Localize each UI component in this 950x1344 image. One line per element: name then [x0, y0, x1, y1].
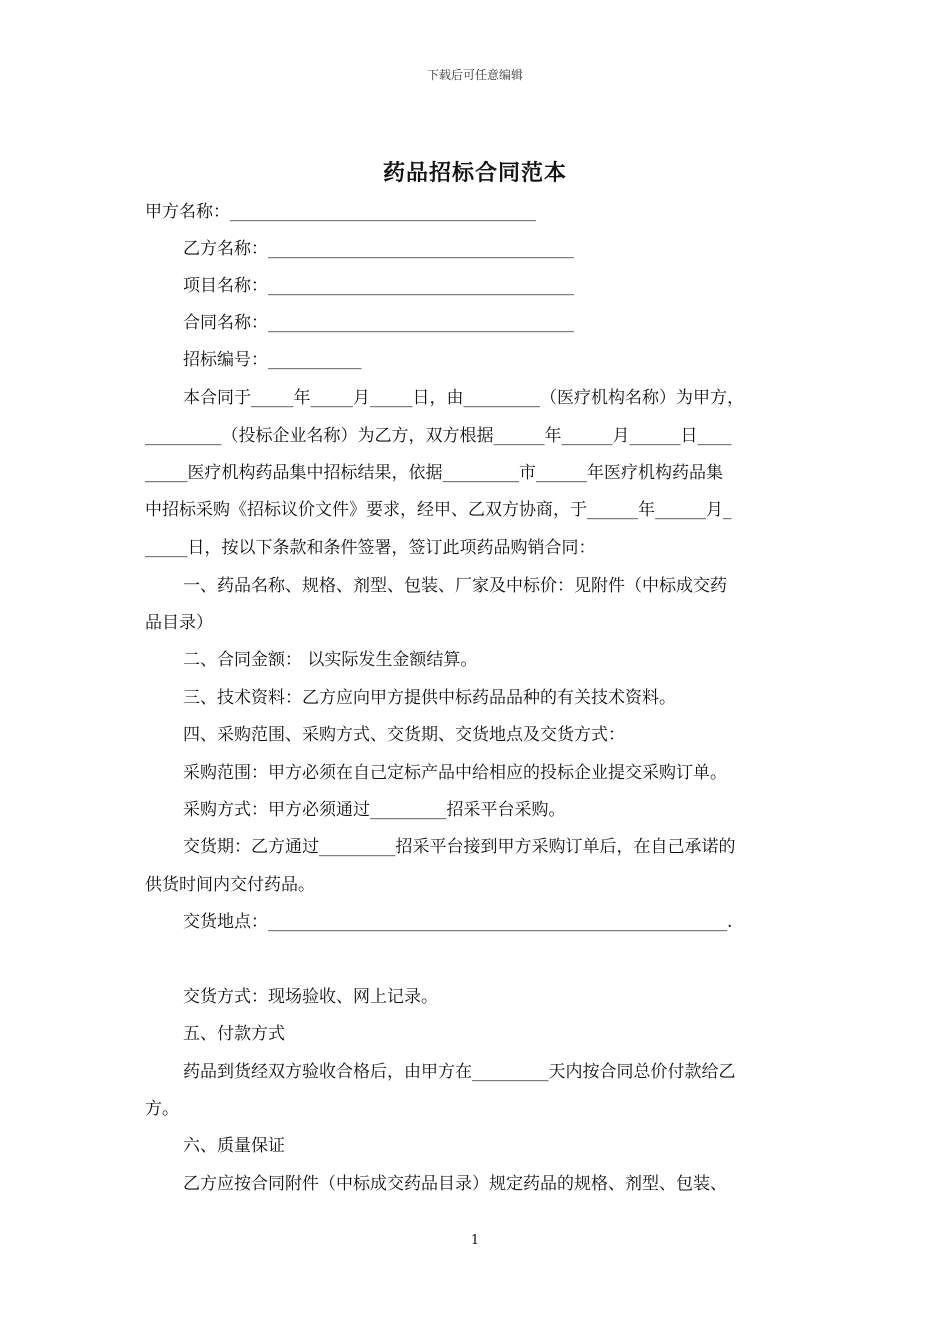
payment-line: 药品到货经双方验收合格后，由甲方在_________天内按合同总价付款给乙 — [183, 1062, 736, 1082]
paragraph-line: 本合同于_____年_____月_____日，由_________（医疗机构名称）为甲方， — [183, 388, 744, 408]
clause-2-line: 二、合同金额： 以实际发生金额结算。 — [183, 650, 478, 670]
clause-1-line: 品目录） — [145, 613, 213, 633]
clause-5-heading: 五、付款方式 — [183, 1024, 285, 1044]
quality-line: 乙方应按合同附件（中标成交药品目录）规定药品的规格、剂型、包装、 — [183, 1174, 727, 1194]
paragraph-line: 中招标采购《招标议价文件》要求，经甲、乙双方协商，于______年______月_ — [145, 500, 732, 520]
project-name-line: 项目名称：____________________________________ — [183, 276, 574, 296]
paragraph-line: _____日，按以下条款和条件签署，签订此项药品购销合同： — [145, 538, 596, 558]
clause-3-line: 三、技术资料：乙方应向甲方提供中标药品品种的有关技术资料。 — [183, 688, 676, 708]
contract-name-line: 合同名称：____________________________________ — [183, 313, 574, 333]
purchase-scope-line: 采购范围：甲方必须在自己定标产品中给相应的投标企业提交采购订单。 — [183, 763, 727, 783]
purchase-method-line: 采购方式：甲方必须通过_________招采平台采购。 — [183, 800, 566, 820]
delivery-period-line: 交货期：乙方通过_________招采平台接到甲方采购订单后，在自己承诺的 — [183, 837, 736, 857]
clause-4-line: 四、采购范围、采购方式、交货期、交货地点及交货方式： — [183, 725, 625, 745]
page-number: 1 — [470, 1233, 480, 1248]
delivery-place-line: 交货地点：______________________________________________________. — [183, 912, 733, 932]
document-title: 药品招标合同范本 — [382, 160, 567, 186]
delivery-method-line: 交货方式：现场验收、网上记录。 — [183, 987, 438, 1007]
tender-number-line: 招标编号：___________ — [183, 350, 362, 370]
page-header: 下载后可任意编辑 — [426, 68, 523, 82]
clause-1-line: 一、药品名称、规格、剂型、包装、厂家及中标价：见附件（中标成交药 — [183, 576, 727, 596]
delivery-period-line: 供货时间内交付药品。 — [145, 875, 315, 895]
payment-line: 方。 — [145, 1099, 179, 1119]
party-b-name-line: 乙方名称：____________________________________ — [183, 239, 574, 259]
paragraph-line: _________（投标企业名称）为乙方，双方根据______年______月______日____ — [145, 426, 732, 446]
clause-6-heading: 六、质量保证 — [183, 1136, 285, 1156]
party-a-name-line: 甲方名称：____________________________________ — [145, 202, 536, 222]
paragraph-line: _____医疗机构药品集中招标结果，依据_________市______年医疗机构药品集 — [145, 463, 723, 483]
